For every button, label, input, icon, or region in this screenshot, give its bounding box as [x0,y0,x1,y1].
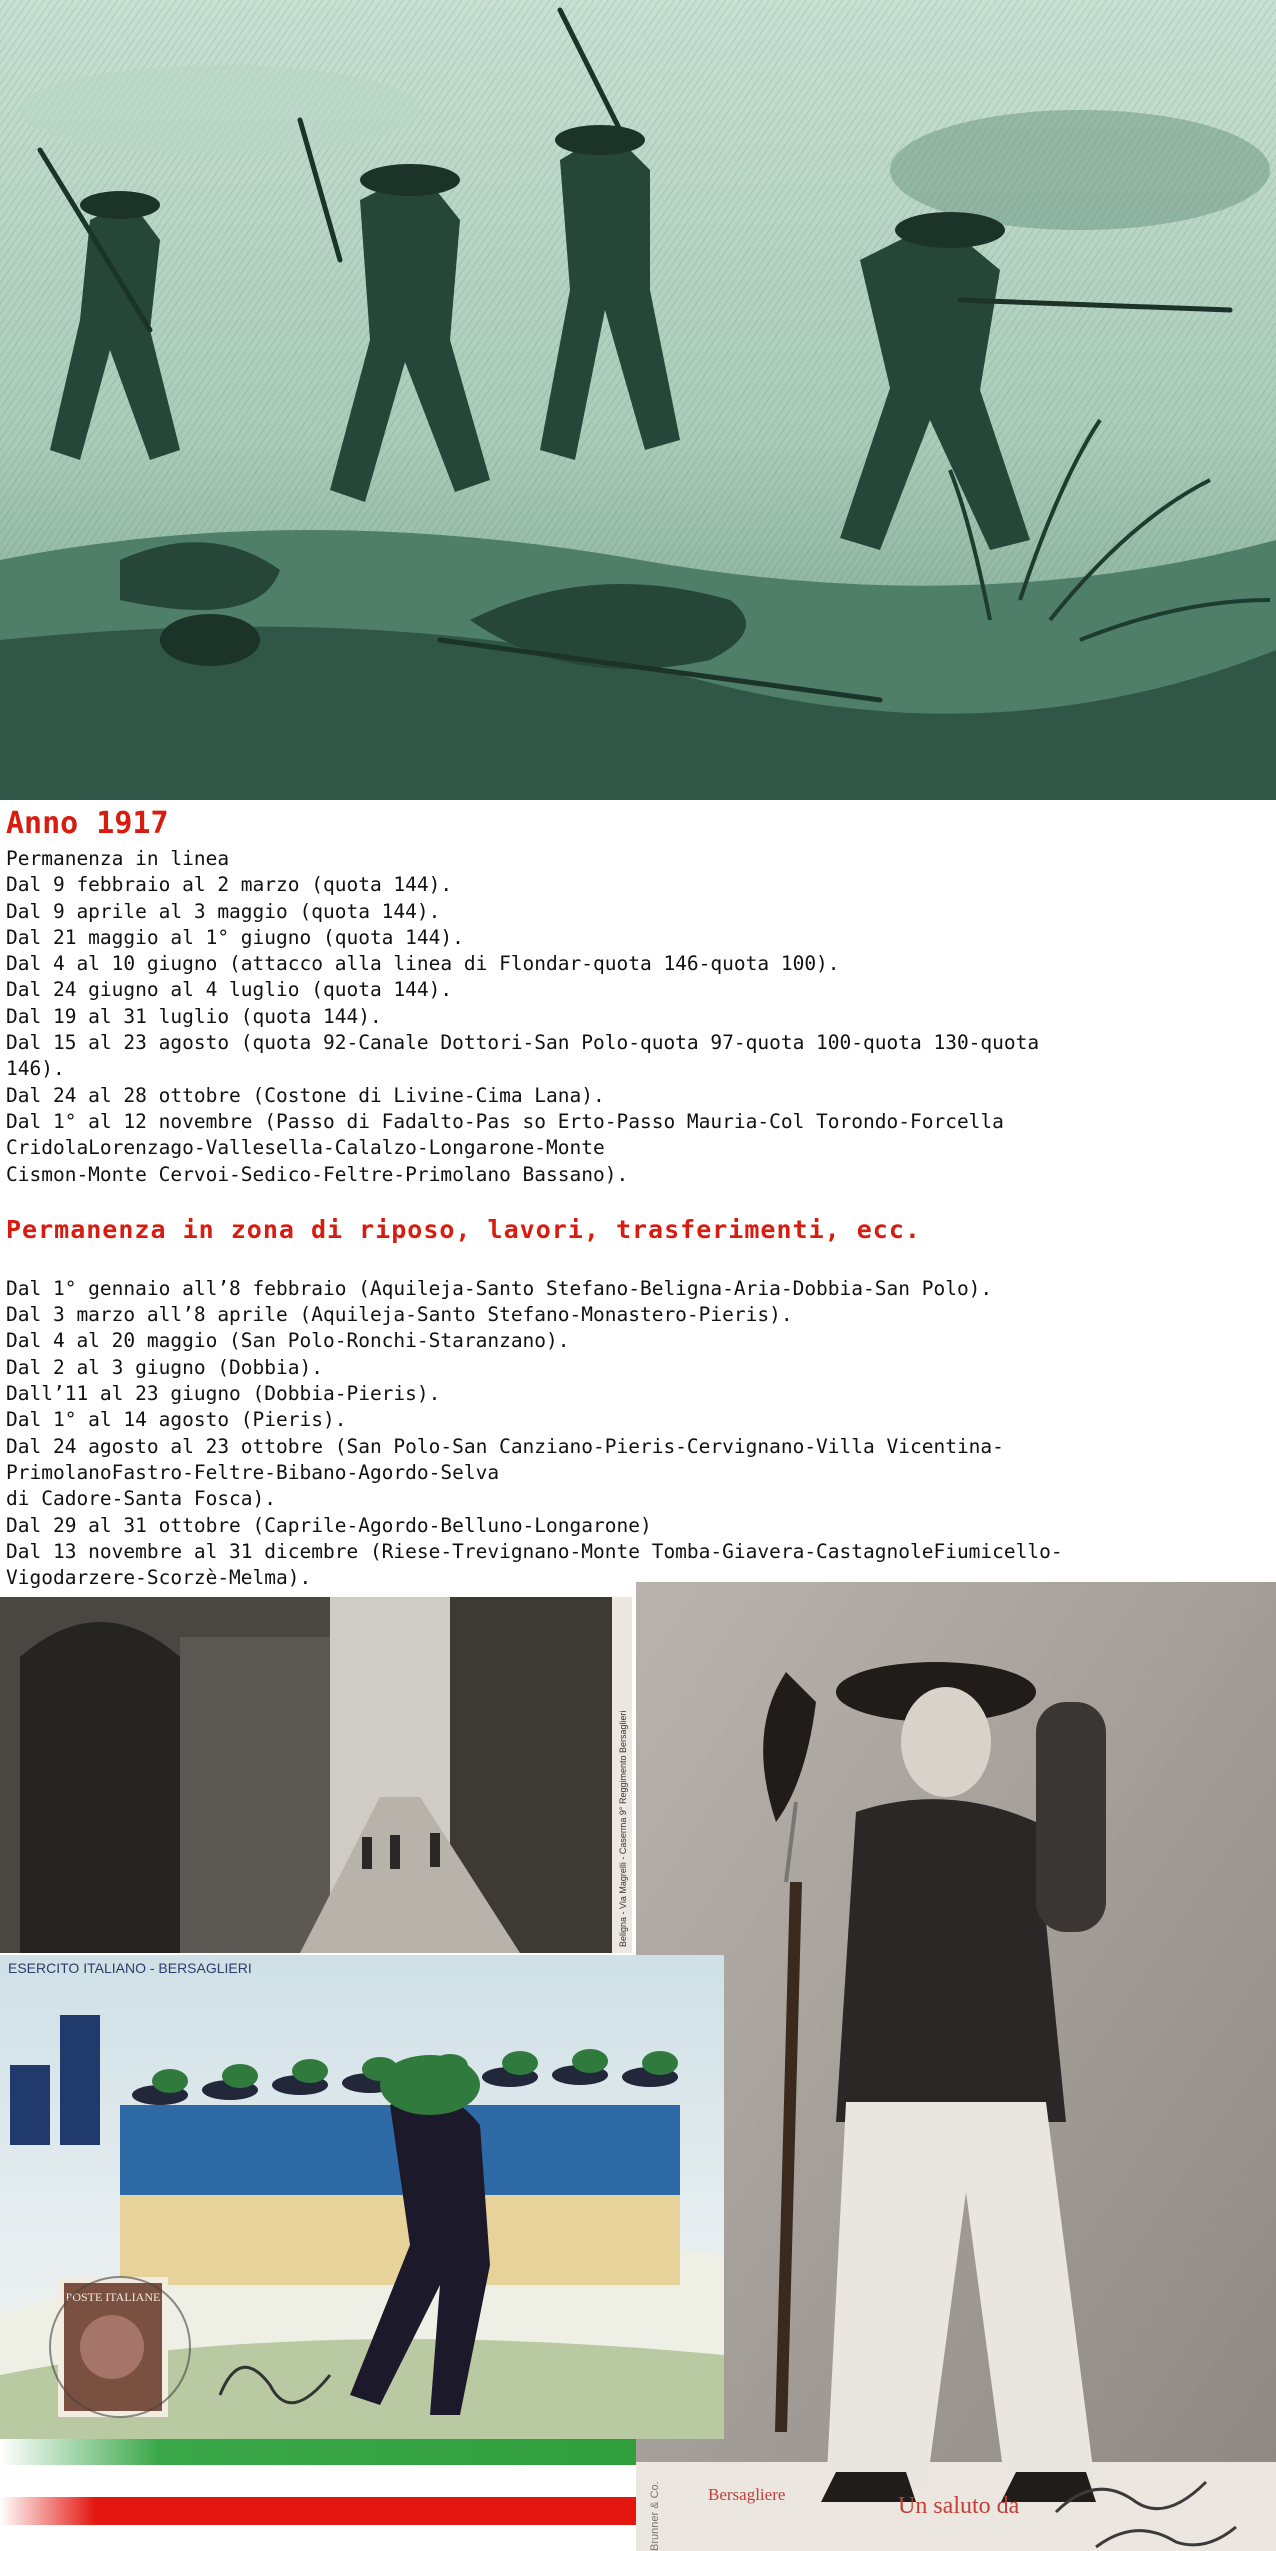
street-photo [0,1597,632,1953]
list-item: Dal 9 aprile al 3 maggio (quota 144). [6,899,441,923]
italian-flag-stripes [0,2439,636,2551]
list-item: Dal 2 al 3 giugno (Dobbia). [6,1355,323,1379]
portrait-label: Bersagliere [708,2485,786,2504]
list-item: Dal 1° gennaio all’8 febbraio (Aquileja-Santo Stefano-Beligna-Aria-Dobbia-San Polo). [6,1276,993,1300]
list-item: Dal 1° al 12 novembre (Passo di Fadalto-Pas so Erto-Passo Mauria-Col Torondo-Forcella [6,1109,1004,1133]
list-item: Dal 24 giugno al 4 luglio (quota 144). [6,978,453,1002]
list-item: Dal 24 al 28 ottobre (Costone di Livine-Cima Lana). [6,1083,605,1107]
postcard-header: ESERCITO ITALIANO - BERSAGLIERI [8,1960,252,1976]
list-item: Dal 3 marzo all’8 aprile (Aquileja-Santo Stefano-Monastero-Pieris). [6,1303,793,1327]
list-item: di Cadore-Santa Fosca). [6,1487,277,1511]
bersagliere-portrait-postcard [636,1582,1276,2551]
bersaglieri-march-postcard [0,1955,724,2439]
line-service-list [6,846,1270,1188]
list-item: Dal 24 agosto al 23 ottobre (San Polo-San Canziano-Pieris-Cervignano-Villa Vicentina- [6,1434,1004,1458]
list-item: Dal 29 al 31 ottobre (Caprile-Agordo-Belluno-Longarone) [6,1513,652,1537]
rest-zone-list [6,1276,1270,1592]
year-heading: Anno 1917 [6,806,169,841]
portrait-publisher: Brunner & Co. [649,2481,661,2551]
list-item: 146). [6,1057,65,1081]
list-item: Dall’11 al 23 giugno (Dobbia-Pieris). [6,1382,441,1406]
list-item: CridolaLorenzago-Vallesella-Calalzo-Longarone-Monte [6,1136,605,1160]
rest-zone-heading: Permanenza in zona di riposo, lavori, trasferimenti, ecc. [6,1214,921,1244]
postage-stamp [58,2277,168,2417]
list-item: Dal 13 novembre al 31 dicembre (Riese-Trevignano-Monte Tomba-Giavera-CastagnoleFiumicello- [6,1539,1063,1563]
list-item: Dal 4 al 10 giugno (attacco alla linea di Flondar-quota 146-quota 100). [6,952,840,976]
list-item: Cismon-Monte Cervoi-Sedico-Feltre-Primolano Bassano). [6,1162,629,1186]
campaign-text [6,806,1270,1591]
street-photo-side-caption: Beligna - Via Magrelli - Caserma 9° Reggimento Bersaglieri [618,1710,628,1947]
list-item: Dal 15 al 23 agosto (quota 92-Canale Dottori-San Polo-quota 97-quota 100-quota 130-quota [6,1031,1040,1055]
list-item: Dal 4 al 20 maggio (San Polo-Ronchi-Staranzano). [6,1329,570,1353]
list-item: Dal 21 maggio al 1° giugno (quota 144). [6,925,464,949]
stamp-text: POSTE ITALIANE [65,2290,161,2304]
list-item: Dal 9 febbraio al 2 marzo (quota 144). [6,873,453,897]
hero-engraving-image [0,0,1276,800]
list-item: PrimolanoFastro-Feltre-Bibano-Agordo-Selva [6,1460,500,1484]
portrait-greeting: Un saluto da [898,2493,1020,2519]
list-item: Vigodarzere-Scorzè-Melma). [6,1566,312,1590]
list-item: Dal 19 al 31 luglio (quota 144). [6,1004,382,1028]
list-item: Dal 1° al 14 agosto (Pieris). [6,1408,347,1432]
line-service-subheading: Permanenza in linea [6,847,230,870]
